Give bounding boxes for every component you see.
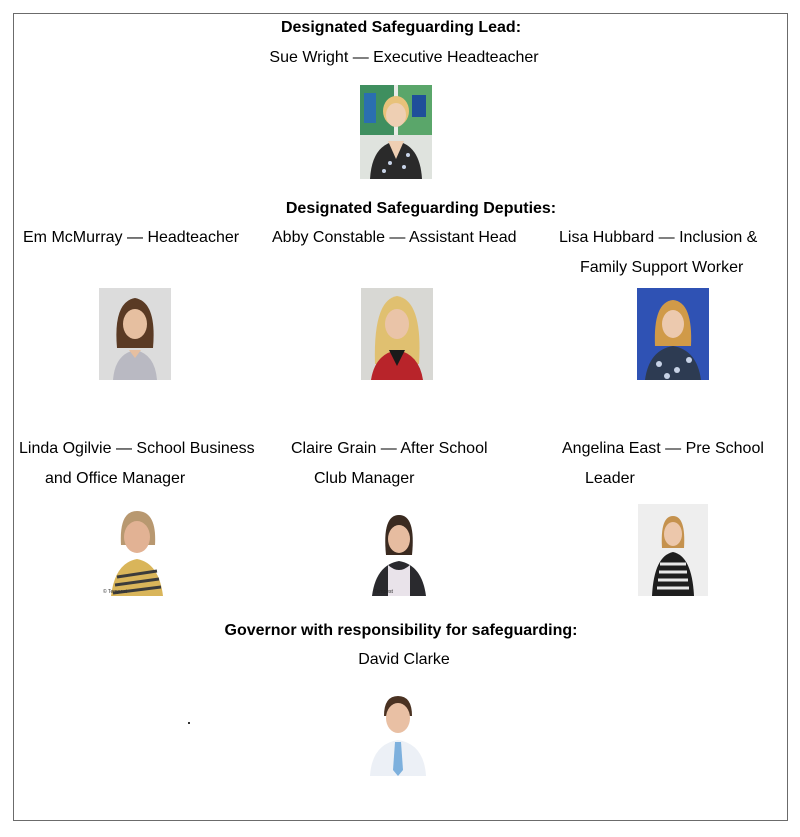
lisa-hubbard-photo bbox=[637, 288, 709, 380]
lead-heading: Designated Safeguarding Lead: bbox=[280, 19, 522, 36]
deputies-heading: Designated Safeguarding Deputies: bbox=[285, 200, 557, 217]
claire-grain-photo bbox=[368, 505, 430, 596]
angelina-east-photo bbox=[638, 504, 708, 596]
governor-name: David Clarke bbox=[358, 651, 450, 668]
claire-photo-credit: Tempest bbox=[374, 589, 393, 595]
abby-constable-photo bbox=[361, 288, 433, 380]
deputy-1-name-role: Em McMurray — Headteacher bbox=[23, 229, 240, 246]
staff-4-name-role: Linda Ogilvie — School Business bbox=[19, 440, 255, 457]
staff-6-name-role: Angelina East — Pre School bbox=[562, 440, 764, 457]
deputy-3-name-role: Lisa Hubbard — Inclusion & bbox=[559, 229, 758, 246]
staff-5-name-role-cont: Club Manager bbox=[314, 470, 415, 487]
staff-4-name-role-cont: and Office Manager bbox=[45, 470, 186, 487]
em-mcmurray-photo bbox=[99, 288, 171, 380]
lead-name-role: Sue Wright — Executive Headteacher bbox=[269, 49, 539, 66]
stray-dot bbox=[188, 722, 190, 724]
david-clarke-photo bbox=[368, 690, 428, 776]
linda-photo-credit: © Tempest bbox=[103, 589, 127, 595]
deputy-2-name-role: Abby Constable — Assistant Head bbox=[272, 229, 517, 246]
deputy-3-name-role-cont: Family Support Worker bbox=[580, 259, 744, 276]
staff-6-name-role-cont: Leader bbox=[585, 470, 635, 487]
linda-ogilvie-photo bbox=[101, 505, 173, 596]
sue-wright-photo bbox=[360, 85, 432, 179]
governor-heading: Governor with responsibility for safeguarding: bbox=[224, 622, 578, 639]
staff-5-name-role: Claire Grain — After School bbox=[291, 440, 488, 457]
